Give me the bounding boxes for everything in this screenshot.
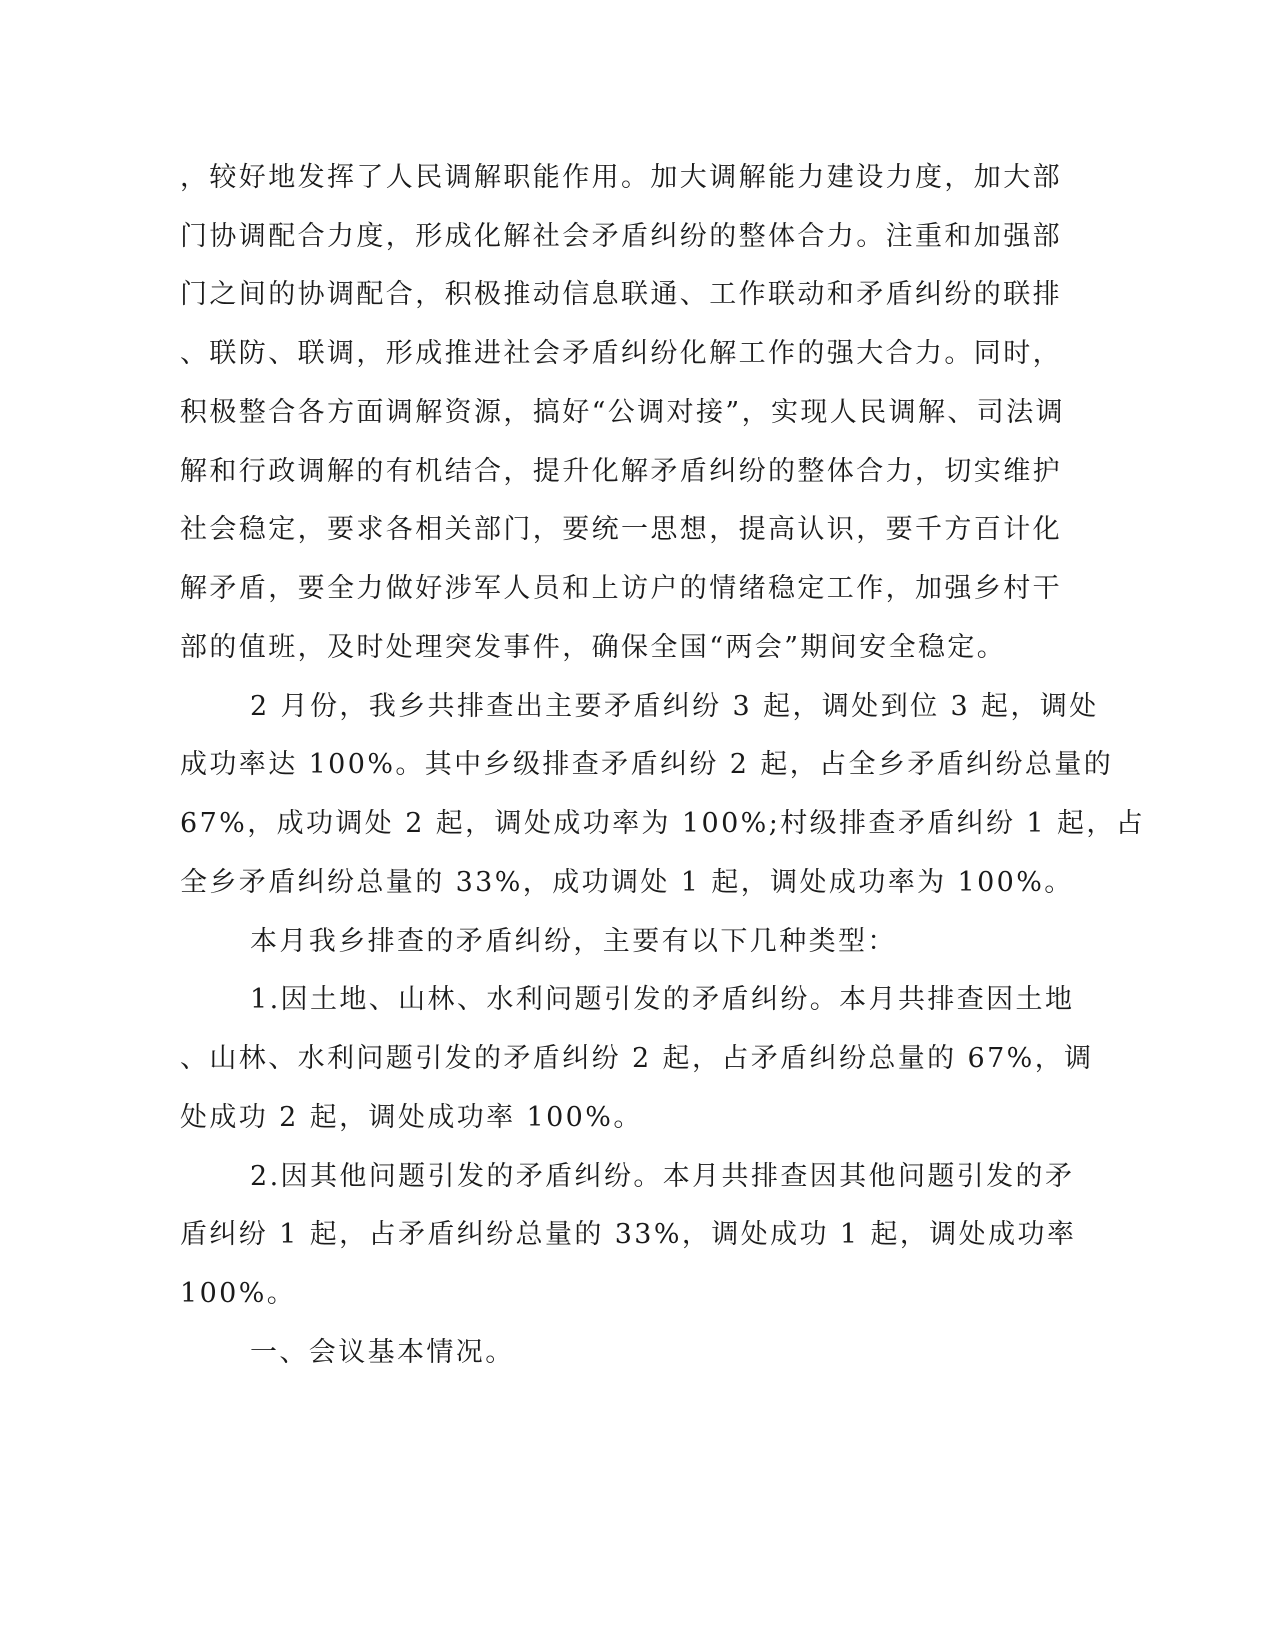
text-line: 解和行政调解的有机结合，提升化解矛盾纠纷的整体合力，切实维护 — [180, 456, 1062, 487]
text-line: 门协调配合力度，形成化解社会矛盾纠纷的整体合力。注重和加强部 — [180, 221, 1062, 252]
text-line: 2 月份，我乡共排查出主要矛盾纠纷 3 起，调处到位 3 起，调处 — [250, 691, 1099, 722]
text-line: 、联防、联调，形成推进社会矛盾纠纷化解工作的强大合力。同时， — [180, 338, 1062, 369]
text-line: 67%，成功调处 2 起，调处成功率为 100%;村级排查矛盾纠纷 1 起，占 — [180, 808, 1146, 839]
section-heading: 一、会议基本情况。 — [250, 1337, 515, 1368]
text-line: 门之间的协调配合，积极推动信息联通、工作联动和矛盾纠纷的联排 — [180, 279, 1062, 310]
text-line: 解矛盾，要全力做好涉军人员和上访户的情绪稳定工作，加强乡村干 — [180, 573, 1062, 604]
text-line: 1.因土地、山林、水利问题引发的矛盾纠纷。本月共排查因土地 — [250, 984, 1075, 1015]
text-line: 盾纠纷 1 起，占矛盾纠纷总量的 33%，调处成功 1 起，调处成功率 — [180, 1219, 1077, 1250]
text-line: 成功率达 100%。其中乡级排查矛盾纠纷 2 起，占全乡矛盾纠纷总量的 — [180, 749, 1114, 780]
text-line: 部的值班，及时处理突发事件，确保全国“两会”期间安全稳定。 — [180, 632, 1007, 663]
text-line: 、山林、水利问题引发的矛盾纠纷 2 起，占矛盾纠纷总量的 67%，调 — [180, 1043, 1094, 1074]
text-line: ，较好地发挥了人民调解职能作用。加大调解能力建设力度，加大部 — [180, 162, 1062, 193]
text-line: 处成功 2 起，调处成功率 100%。 — [180, 1102, 643, 1133]
text-line: 全乡矛盾纠纷总量的 33%，成功调处 1 起，调处成功率为 100%。 — [180, 867, 1074, 898]
text-line: 100%。 — [180, 1278, 297, 1309]
text-line: 2.因其他问题引发的矛盾纠纷。本月共排查因其他问题引发的矛 — [250, 1161, 1075, 1192]
text-line: 积极整合各方面调解资源，搞好“公调对接”，实现人民调解、司法调 — [180, 397, 1066, 428]
text-line: 社会稳定，要求各相关部门，要统一思想，提高认识，要千方百计化 — [180, 514, 1062, 545]
text-line: 本月我乡排查的矛盾纠纷，主要有以下几种类型： — [250, 926, 897, 957]
